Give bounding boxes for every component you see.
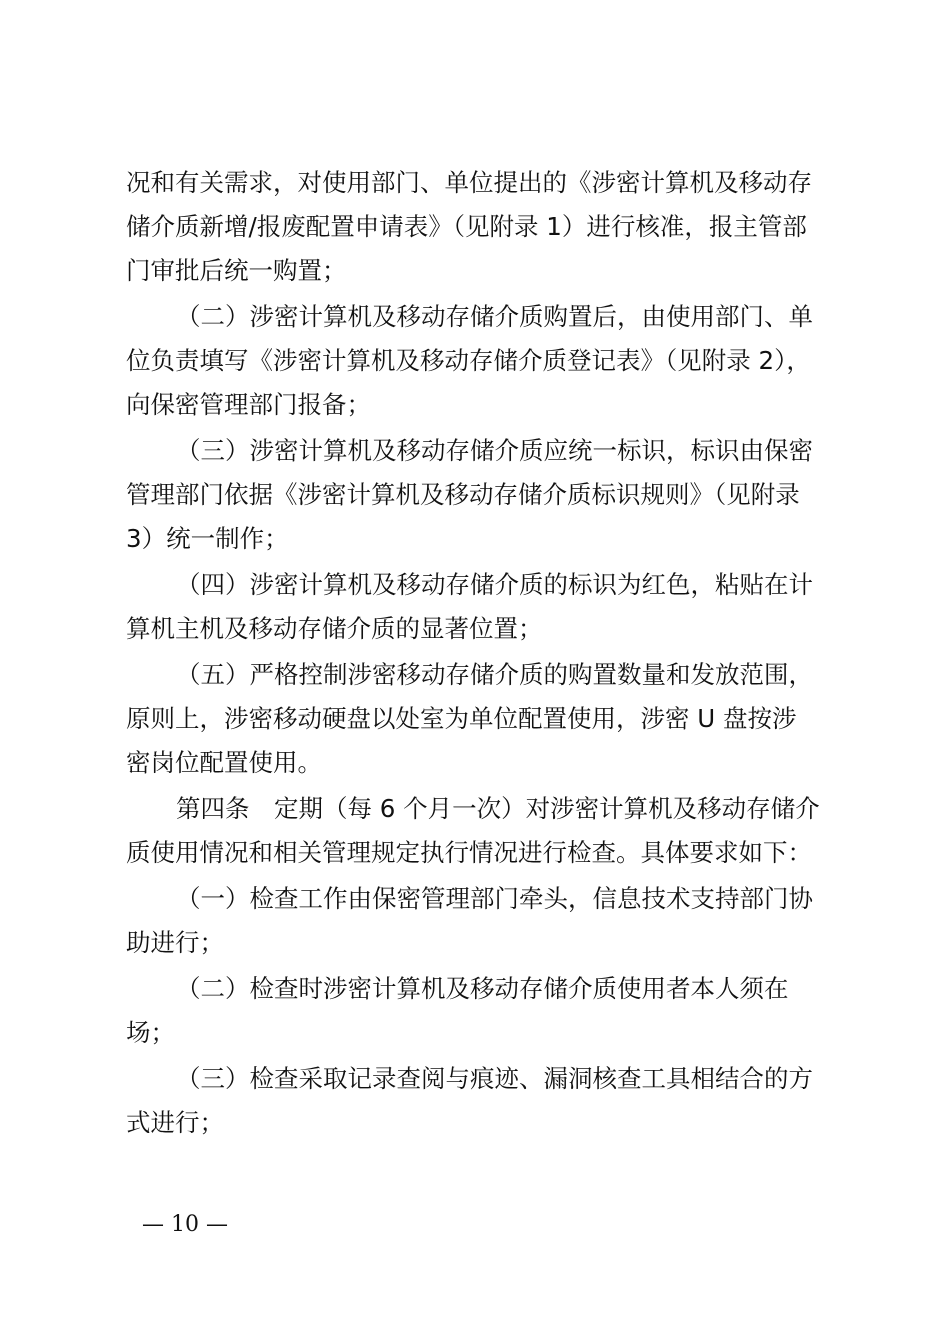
text-line: 向保密管理部门报备； (126, 390, 371, 419)
text-line: 门审批后统一购置； (126, 256, 347, 285)
text-line: （二）涉密计算机及移动存储介质购置后，由使用部门、单 (176, 302, 813, 331)
text-line: 原则上，涉密移动硬盘以处室为单位配置使用，涉密 U 盘按涉 (126, 704, 797, 733)
text-line: （四）涉密计算机及移动存储介质的标识为红色，粘贴在计 (176, 570, 813, 599)
text-line: 况和有关需求，对使用部门、单位提出的《涉密计算机及移动存 (126, 168, 812, 197)
text-line: 第四条 定期（每 6 个月一次）对涉密计算机及移动存储介 (176, 794, 820, 823)
text-line: （三）涉密计算机及移动存储介质应统一标识，标识由保密 (176, 436, 813, 465)
text-line: 储介质新增/报废配置申请表》（见附录 1）进行核准，报主管部 (126, 212, 807, 241)
text-line: 式进行； (126, 1108, 224, 1137)
text-line: （三）检查采取记录查阅与痕迹、漏洞核查工具相结合的方 (176, 1064, 813, 1093)
text-line: 助进行； (126, 928, 224, 957)
text-line: 算机主机及移动存储介质的显著位置； (126, 614, 543, 643)
text-line: 位负责填写《涉密计算机及移动存储介质登记表》（见附录 2）， (126, 346, 811, 375)
text-line: 质使用情况和相关管理规定执行情况进行检查。具体要求如下： (126, 838, 812, 867)
text-line: （五）严格控制涉密移动存储介质的购置数量和发放范围， (176, 660, 813, 689)
text-line: 管理部门依据《涉密计算机及移动存储介质标识规则》（见附录 (126, 480, 800, 509)
text-line: （一）检查工作由保密管理部门牵头，信息技术支持部门协 (176, 884, 813, 913)
text-line: （二）检查时涉密计算机及移动存储介质使用者本人须在 (176, 974, 789, 1003)
text-line: 密岗位配置使用。 (126, 748, 322, 777)
text-line: 场； (126, 1018, 175, 1047)
page-number: — 10 — (142, 1212, 228, 1237)
text-line: 3）统一制作； (126, 524, 289, 553)
